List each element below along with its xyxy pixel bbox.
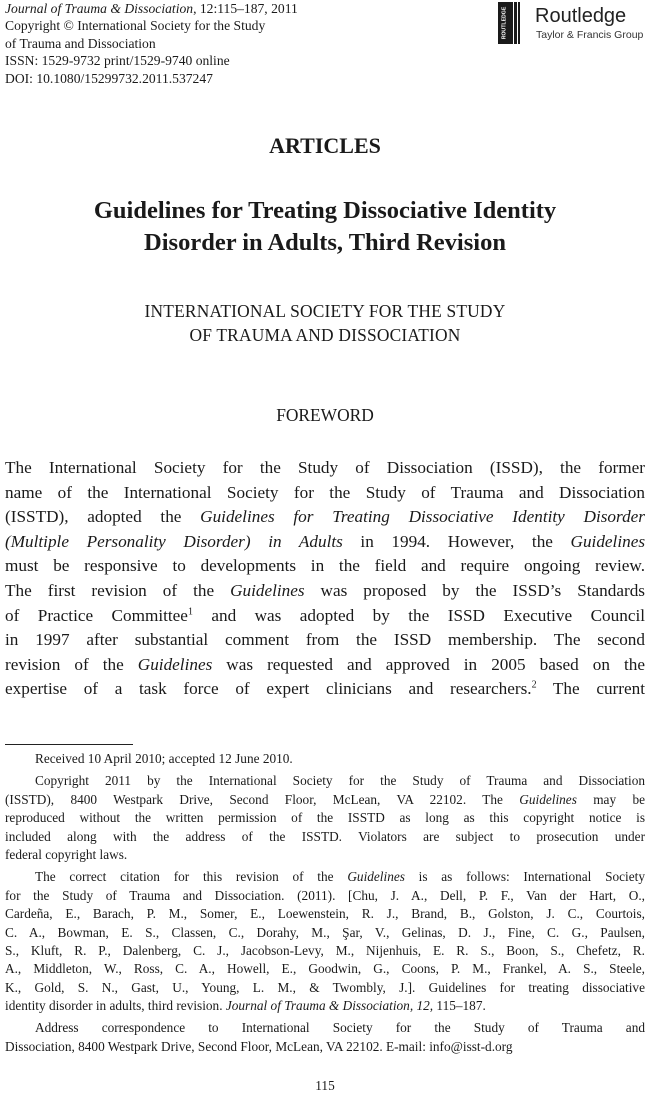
body-line: in 1997 after substantial comment from the ISSD membership. The second [5,630,645,650]
section-heading: ARTICLES [269,133,381,158]
publisher-logo [498,2,648,44]
author-block [0,299,650,347]
foreword-heading: FOREWORD [276,405,374,425]
body-line: The International Society for the Study of Dissociation (ISSD), the former [5,458,645,477]
citation-note-line: K., Gold, S. N., Gast, U., Young, L. M., & Twombly, J.]. Guidelines for treating dissociative [5,979,645,995]
footnote-marker: 1 [187,605,193,617]
received-note: Received 10 April 2010; accepted 12 June 2010. [35,751,293,766]
citation-note-line: S., Kluft, R. P., Dalenberg, C. J., Jacobson-Levy, M., Nijenhuis, E. R. S., Boon, S., Chefetz, R. [5,942,645,958]
body-line: (Multiple Personality Disorder) in Adults in 1994. However, the Guidelines [5,531,646,551]
citation-note-line: identity disorder in adults, third revision. Journal of Trauma & Dissociation, 12, 115–187. [5,998,486,1014]
body-line: expertise of a task force of expert clinicians and researchers.$^2$ The current [5,679,645,699]
citation-note-line: The correct citation for this revision of the Guidelines is as follows: International Society [35,869,645,885]
issn: ISSN: 1529-9732 print/1529-9740 online [5,53,230,69]
footnotes [5,750,645,1056]
publisher-group: Taylor & Francis Group [536,29,644,41]
address-note-line: Address correspondence to International Society for the Study of Trauma and [35,1020,645,1036]
article-title-line-2: Disorder in Adults, Third Revision [144,229,506,256]
author-line-1: INTERNATIONAL SOCIETY FOR THE STUDY [144,301,506,321]
journal-citation-line [5,0,298,17]
citation-note-line: C. A., Bowman, E. S., Classen, C., Dorahy, M., Şar, V., Gelinas, D. J., Fine, C. G., Paulsen, [5,924,645,940]
footnote-marker: 2 [531,679,537,691]
copyright-note-line: included along with the address of the ISSTD. Violators are subject to prosecution under [5,828,645,844]
body-line: must be responsive to developments in the field and require ongoing review. [5,556,645,576]
article-title-line-1: Guidelines for Treating Dissociative Identity [93,197,557,224]
citation-note-line: for the Study of Trauma and Dissociation. (2011). [Chu, J. A., Dell, P. F., Van der Hart, O., [5,887,645,903]
copyright-note-line: (ISSTD), 8400 Westpark Drive, Second Floor, McLean, VA 22102. The Guidelines may be [5,791,646,807]
body-line: The first revision of the Guidelines was proposed by the ISSD’s Standards [5,580,645,600]
address-note-line: Dissociation, 8400 Westpark Drive, Second Floor, McLean, VA 22102. E-mail: info@isst-d.org [5,1038,513,1054]
copyright-line-2: of Trauma and Dissociation [5,35,156,51]
body-line: of Practice Committee$^1$ and was adopted by the ISSD Executive Council [5,605,645,625]
copyright-line-1: Copyright © International Society for the Study [5,18,266,34]
author-line-2: OF TRAUMA AND DISSOCIATION [189,325,461,345]
citation-note-line: A., Middleton, W., Ross, C. A., Howell, E., Goodwin, G., Coons, P. M., Frankel, A. S., Steele, [5,961,645,977]
doi: DOI: 10.1080/15299732.2011.537247 [5,70,213,86]
svg-text:ROUTLEDGE: ROUTLEDGE [501,6,508,40]
routledge-logo-mark [498,2,522,44]
copyright-note-line: reproduced without the written permission of the ISSTD as long as this copyright notice is [5,810,645,826]
copyright-note-line: Copyright 2011 by the International Society for the Study of Trauma and Dissociation [35,773,645,789]
journal-name: Journal of Trauma & Dissociation [5,1,194,16]
body-line: name of the International Society for the Study of Trauma and Dissociation [5,482,645,502]
publisher-name: Routledge [535,5,627,27]
copyright-note-line: federal copyright laws. [5,846,128,862]
article-title [10,195,640,259]
body-line: revision of the Guidelines was requested and approved in 2005 based on the [5,654,645,674]
page-number: 115 [315,1078,335,1093]
citation-note-line: Cardeña, E., Barach, P. M., Somer, E., Loewenstein, R. J., Brand, B., Golston, J. C., Courtois, [5,906,645,922]
journal-header [5,0,298,87]
body-paragraph [5,456,645,702]
body-line: (ISSTD), adopted the Guidelines for Treating Dissociative Identity Disorder [5,507,645,527]
footnote-divider [5,744,133,745]
journal-volume: , 12:115–187, 2011 [193,1,298,16]
